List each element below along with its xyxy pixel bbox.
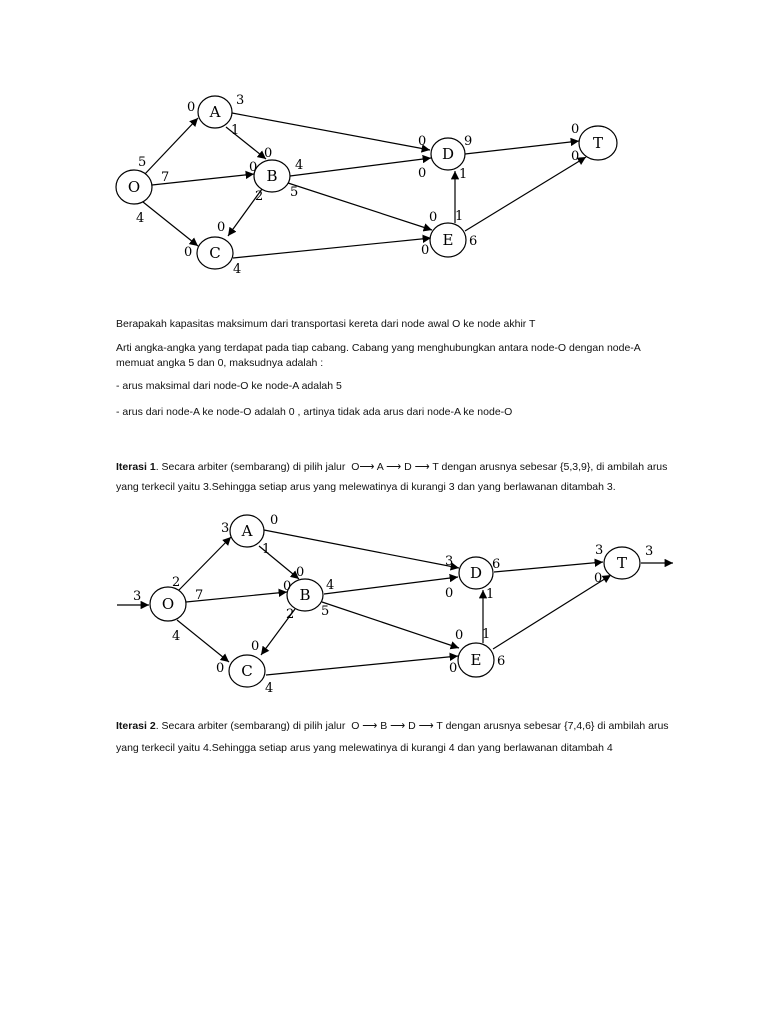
node-D-label: D [441,145,455,163]
edge-value: 0 [249,160,258,175]
edge-E-T [493,575,611,649]
edge-C-E [266,656,458,675]
iteration-2-text [116,715,676,759]
edge-value: 1 [482,627,491,642]
bullet-2: - arus dari node-A ke node-O adalah 0 , artinya tidak ada arus dari node-A ke node-O [116,406,513,418]
edge-value: 4 [136,211,145,226]
node-T-label: T [592,134,604,152]
edge-value: 1 [231,123,240,138]
node-D-label: D [469,564,483,582]
edge-value: 0 [270,513,279,528]
edge-value: 5 [290,185,299,200]
edge-value: 0 [264,146,273,161]
node-E-label: E [442,231,454,249]
edge-value: 3 [645,544,654,559]
question-text: Berapakah kapasitas maksimum dari transportasi kereta dari node awal O ke node akhir T [116,318,536,330]
edge-value: 0 [216,661,225,676]
node-E-label: E [470,651,482,669]
edge-value: 0 [571,122,580,137]
edge-value: 0 [429,210,438,225]
edge-value: 2 [286,607,295,622]
edge-value: 3 [445,554,454,569]
edge-value: 0 [445,586,454,601]
node-A-label: A [241,522,253,540]
edge-value: 2 [172,575,181,590]
iteration-1-text [116,457,676,497]
edge-value: 0 [594,571,603,586]
edge-value: 0 [251,639,260,654]
iteration-1-body: . Secara arbiter (sembarang) di pilih jalur O⟶ A ⟶ D ⟶ T dengan arusnya sebesar {5,3,9}, di ambilah arus yang terkecil yaitu 3.Sehingga setiap arus yang melewatinya di kurangi 3 dan yang berlawanan ditambah 3. [116,461,671,493]
edge-value: 1 [459,167,468,182]
edge-value: 0 [421,243,430,258]
node-B-label: B [299,586,311,604]
edge-O-A [178,537,231,591]
edge-value: 5 [321,604,330,619]
edge-value: 4 [295,158,304,173]
edge-D-T [494,562,603,572]
edge-O-C [177,620,229,662]
network-graph-1 [0,0,768,300]
edge-O-A [144,118,198,175]
network-graph-2 [0,500,768,710]
edge-value: 7 [161,170,170,185]
edge-value: 0 [571,149,580,164]
node-T-label: T [616,554,628,572]
edge-B-D [324,577,458,594]
explanation-text: Arti angka-angka yang terdapat pada tiap cabang. Cabang yang menghubungkan antara node-O dengan node-A memuat angka 5 dan 0, maksudnya adalah : [116,342,644,369]
edge-A-D [264,530,459,568]
edge-value: 0 [184,245,193,260]
edge-E-T [465,157,586,231]
iteration-2-label: Iterasi 2 [116,720,156,732]
edge-value: 6 [469,234,478,249]
bullet-1: - arus maksimal dari node-O ke node-A adalah 5 [116,380,342,392]
edge-value: 3 [133,589,142,604]
edge-value: 0 [217,220,226,235]
edge-value: 3 [221,521,230,536]
node-O-label: O [127,178,141,196]
edge-value: 0 [296,565,305,580]
edge-value: 3 [595,543,604,558]
edge-value: 0 [418,166,427,181]
edge-value: 1 [455,209,464,224]
edge-B-D [290,158,431,176]
edge-value: 0 [283,579,292,594]
edge-B-E [322,602,459,648]
node-A-label: A [209,103,221,121]
graph1-edges [143,113,586,258]
edge-value: 0 [449,661,458,676]
edge-value: 4 [233,262,242,277]
edge-B-E [288,183,432,230]
iteration-2-body: . Secara arbiter (sembarang) di pilih jalur O ⟶ B ⟶ D ⟶ T dengan arusnya sebesar {7,4,6} di ambilah arus yang terkecil yaitu 4.Sehingga setiap arus yang melewatinya di kurangi 4 dan yang berlawanan ditambah 4 [116,720,672,754]
edge-value: 0 [455,628,464,643]
edge-A-D [232,113,430,150]
edge-value: 4 [326,578,335,593]
edge-value: 3 [236,93,245,108]
edge-value: 4 [265,681,274,696]
node-B-label: B [266,167,278,185]
node-O-label: O [161,595,175,613]
edge-value: 0 [418,134,427,149]
edge-value: 0 [187,100,196,115]
edge-value: 2 [255,189,264,204]
edge-value: 9 [464,134,473,149]
node-C-label: C [241,662,253,680]
edge-value: 1 [262,542,271,557]
edge-value: 6 [497,654,506,669]
edge-O-C [143,202,198,246]
edge-value: 6 [492,557,501,572]
edge-C-E [233,238,431,258]
iteration-1-label: Iterasi 1 [116,461,156,473]
edge-value: 1 [486,587,495,602]
edge-value: 5 [138,155,147,170]
edge-D-T [465,141,579,154]
node-C-label: C [209,244,221,262]
edge-value: 7 [195,588,204,603]
edge-value: 4 [172,629,181,644]
